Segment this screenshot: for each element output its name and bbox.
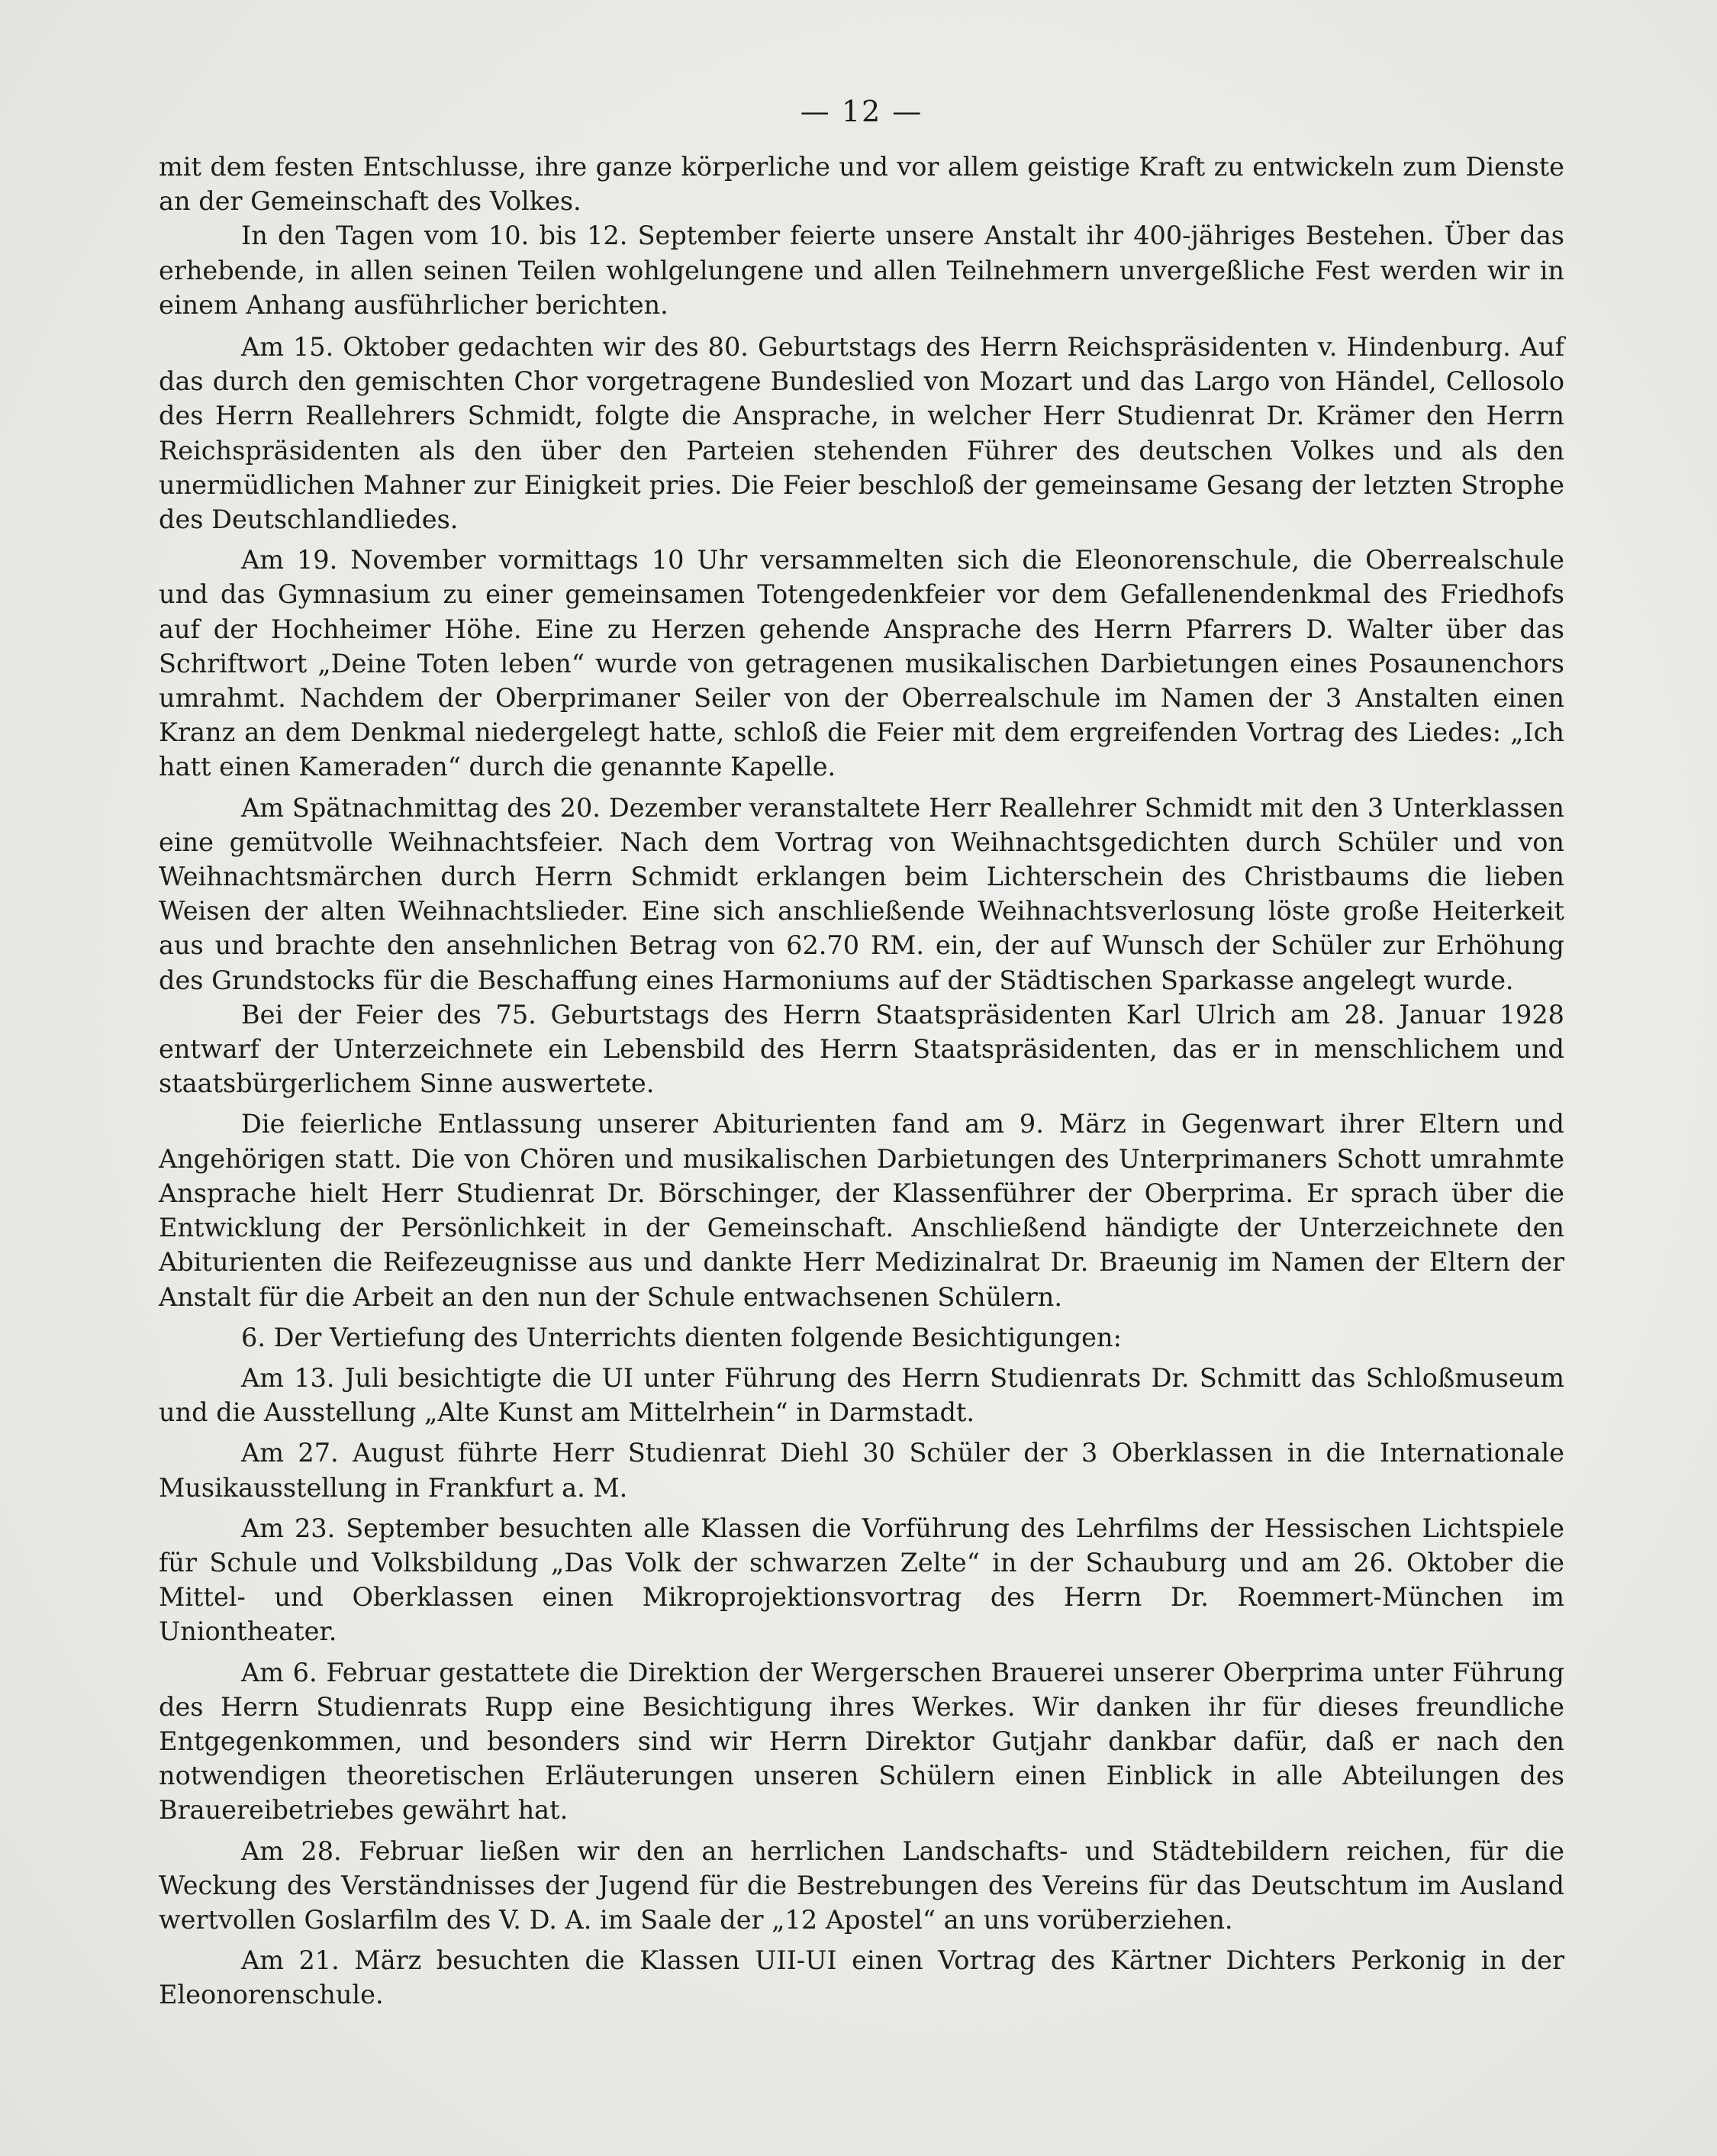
paragraph-memorial: Am 19. November vormittags 10 Uhr versammelten sich die Eleonorenschule, die Oberrealschule und das Gymnasium zu einer gemeinsamen Totengedenkfeier vor dem Gefallenendenkmal des Friedhofs auf der Hochheimer Höhe. Eine zu Herzen gehende Ansprache des Herrn Pfarrers D. Walter über das Schriftwort „Deine Toten leben“ wurde von getragenen musikalischen Darbietungen eines Posaunenchors umrahmt. Nachdem der Oberprimaner Seiler von der Oberrealschule im Namen der 3 Anstalten einen Kranz an dem Denkmal niedergelegt hatte, schloß die Feier mit dem ergreifenden Vortrag des Liedes: „Ich hatt einen Kameraden“ durch die genannte Kapelle. <box>159 545 1564 782</box>
paragraph-brewery: Am 6. Februar gestattete die Direktion der Wergerschen Brauerei unserer Oberprima unter Führung des Herrn Studienrats Rupp eine Besichtigung ihres Werkes. Wir danken ihr für dieses freundliche Entgegenkommen, und besonders sind wir Herrn Direktor Gutjahr dankbar dafür, daß er nach den notwendigen theoretischen Erläuterungen unseren Schülern einen Einblick in alle Abteilungen des Brauereibetriebes gewährt hat. <box>159 1657 1564 1826</box>
paragraph-abitur: Die feierliche Entlassung unserer Abiturienten fand am 9. März in Gegenwart ihrer Eltern und Angehörigen statt. Die von Chören und musikalischen Darbietungen des Unterprimaners Schott umrahmte Ansprache hielt Herr Studienrat Dr. Börschinger, der Klassenführer der Oberprima. Er sprach über die Entwicklung der Persönlichkeit in der Gemeinschaft. Anschließend händigte der Unterzeichnete den Abiturienten die Reifezeugnisse aus und dankte Herr Medizinalrat Dr. Braeunig im Namen der Eltern der Anstalt für die Arbeit an den nun der Schule entwachsenen Schülern. <box>159 1109 1564 1312</box>
paragraph-continuation: mit dem festen Entschlusse, ihre ganze körperliche und vor allem geistige Kraft zu entwickeln zum Dienste an der Gemeinschaft des Volkes. <box>159 152 1564 217</box>
paragraph-anniversary: In den Tagen vom 10. bis 12. September feierte unsere Anstalt ihr 400-jähriges Bestehen. Über das erhebende, in allen seinen Teilen wohlgelungene und allen Teilnehmern unvergeßliche Fest werden wir in einem Anhang ausführlicher berichten. <box>159 221 1564 320</box>
paragraph-darmstadt: Am 13. Juli besichtigte die UI unter Führung des Herrn Studienrats Dr. Schmitt das Schloßmuseum und die Ausstellung „Alte Kunst am Mittelrhein“ in Darmstadt. <box>159 1362 1564 1428</box>
paragraph-section-6: 6. Der Vertiefung des Unterrichts dienten folgende Besichtigungen: <box>241 1322 1122 1352</box>
paragraph-hindenburg: Am 15. Oktober gedachten wir des 80. Geburtstags des Herrn Reichspräsidenten v. Hindenburg. Auf das durch den gemischten Chor vorgetragene Bundeslied von Mozart und das Largo von Händel, Cellosolo des Herrn Reallehrers Schmidt, folgte die Ansprache, in welcher Herr Studienrat Dr. Krämer den Herrn Reichspräsidenten als den über den Parteien stehenden Führer des deutschen Volkes und als den unermüdlichen Mahner zur Einigkeit pries. Die Feier beschloß der gemeinsame Gesang der letzten Strophe des Deutschlandliedes. <box>159 332 1564 535</box>
paragraph-ulrich: Bei der Feier des 75. Geburtstags des Herrn Staatspräsidenten Karl Ulrich am 28. Januar 1928 entwarf der Unterzeichnete ein Lebensbild des Herrn Staatspräsidenten, das er in menschlichem und staatsbürgerlichem Sinne auswertete. <box>159 999 1564 1099</box>
paragraph-goslar: Am 28. Februar ließen wir den an herrlichen Landschafts- und Städtebildern reichen, für die Weckung des Verständnisses der Jugend für die Bestrebungen des Vereins für das Deutschtum im Ausland wertvollen Goslarfilm des V. D. A. im Saale der „12 Apostel“ an uns vorüberziehen. <box>159 1835 1564 1935</box>
paragraph-christmas: Am Spätnachmittag des 20. Dezember veranstaltete Herr Reallehrer Schmidt mit den 3 Unterklassen eine gemütvolle Weihnachtsfeier. Nach dem Vortrag von Weihnachtsgedichten durch Schüler und von Weihnachtsmärchen durch Herrn Schmidt erklangen beim Lichterschein des Christbaums die lieben Weisen der alten Weihnachtslieder. Eine sich anschließende Weihnachtsverlosung löste große Heiterkeit aus und brachte den ansehnlichen Betrag von 62.70 RM. ein, der auf Wunsch der Schüler zur Erhöhung des Grundstocks für die Beschaffung eines Harmoniums auf der Städtischen Sparkasse angelegt wurde. <box>159 792 1564 995</box>
paragraph-frankfurt: Am 27. August führte Herr Studienrat Diehl 30 Schüler der 3 Oberklassen in die Internationale Musikausstellung in Frankfurt a. M. <box>159 1438 1564 1503</box>
page-number: — 12 — <box>800 95 923 128</box>
paragraph-film: Am 23. September besuchten alle Klassen die Vorführung des Lehrfilms der Hessischen Lichtspiele für Schule und Volksbildung „Das Volk der schwarzen Zelte“ in der Schauburg und am 26. Oktober die Mittel- und Oberklassen einen Mikroprojektionsvortrag des Herrn Dr. Roemmert-München im Uniontheater. <box>159 1513 1564 1647</box>
paragraph-perkonig: Am 21. März besuchten die Klassen UII-UI einen Vortrag des Kärtner Dichters Perkonig in der Eleonorenschule. <box>159 1945 1564 2010</box>
